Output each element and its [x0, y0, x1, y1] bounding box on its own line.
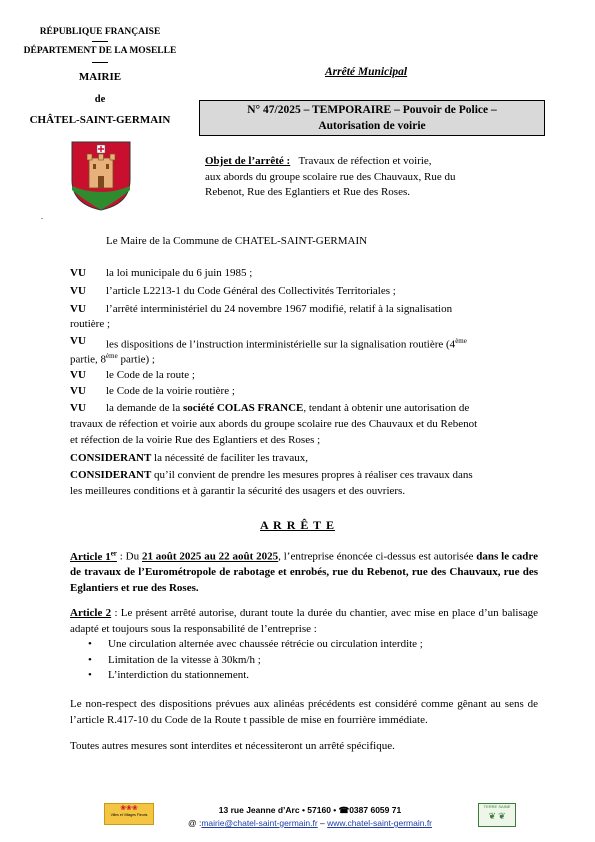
terre-saine-logo	[478, 803, 516, 827]
terre-saine-text: TERRE SAINE	[483, 804, 511, 809]
paragraph-fourriere: Le non-respect des dispositions prévues aux alinéas précédents est considéré comme gênant au sens de l’article R.417-10 du Code de la Route t passible de mise en fourrière immédiate.	[70, 698, 538, 726]
article-2-text: : Le présent arrêté autorise, durant toute la durée du chantier, avec mise en place d’un balisage adapté et toujours sous la responsabilité de l’entreprise :	[70, 607, 538, 635]
objet-line3: Rebenot, Rue des Eglantiers et Rue des Roses.	[205, 186, 410, 198]
vu-item-4-cont	[70, 349, 155, 368]
considerant-label: CONSIDERANT	[70, 452, 152, 464]
doc-type-title: Arrêté Municipal	[325, 66, 408, 78]
vu-label: VU	[70, 285, 86, 297]
list-item: • Une circulation alternée avec chaussée rétrécie ou circulation interdite ;	[88, 637, 423, 653]
vu-label: VU	[70, 303, 86, 315]
article-1-label-text: Article 1	[70, 550, 111, 563]
vu-item-3-cont: routière ;	[70, 318, 111, 330]
email-link[interactable]: mairie@chatel-saint-germain.fr	[201, 818, 318, 828]
villes-fleuris-text: Villes et Villages Fleuris	[110, 813, 148, 817]
company-name: société COLAS FRANCE	[182, 402, 304, 414]
vu-item-7-rest: , tendant à obtenir une autorisation de	[303, 402, 470, 414]
vu-item-7	[106, 401, 469, 417]
vu-item-4-text: les dispositions de l’instruction interministérielle sur la signalisation routière (4	[106, 338, 456, 351]
considerant-2-line2: les meilleures conditions et à garantir la sécurité des usagers et des ouvriers.	[70, 485, 406, 497]
objet-label: Objet de l’arrêté :	[205, 155, 291, 167]
article-2-label: Article 2	[70, 607, 112, 619]
objet-line1: Travaux de réfection et voirie,	[298, 155, 432, 167]
website-link[interactable]: www.chatel-saint-germain.fr	[327, 818, 433, 828]
article-1-bold-text: dans le cadre de travaux de l’Eurométropole de rabotage et enrobés, rue du Rebenot, rue des Chauvaux, rue des Eglantiers et rue des Roses.	[70, 550, 538, 594]
paragraph-mesures: Toutes autres mesures sont interdites et nécessiteront un arrêté spécifique.	[70, 740, 395, 752]
superscript: ème	[106, 352, 118, 360]
superscript: ème	[455, 337, 467, 345]
footer-at: @ :	[187, 818, 202, 828]
dot-mark: .	[41, 212, 43, 221]
article-1-dates: 21 août 2025 au 22 août 2025	[141, 550, 279, 563]
vu-item-3: l’arrêté interministériel du 24 novembre 1967 modifié, relatif à la signalisation	[106, 303, 453, 315]
vu-item-4-cont-text: partie, 8	[70, 353, 107, 366]
vu-label: VU	[70, 335, 86, 347]
footer-dash: –	[317, 818, 328, 828]
article-1-label	[70, 551, 117, 563]
superscript: er	[110, 549, 117, 557]
considerant-1	[70, 451, 308, 467]
article-1-sep: : Du	[116, 550, 142, 563]
de-label: de	[94, 94, 106, 105]
mairie-label: MAIRIE	[78, 71, 122, 83]
considerant-label: CONSIDERANT	[70, 469, 152, 481]
vu-item-7-text: la demande de la	[106, 402, 181, 414]
footer-address: 13 rue Jeanne d’Arc • 57160 • ☎0387 6059 71	[218, 805, 402, 815]
objet-block	[205, 154, 456, 201]
departement-label: DÉPARTEMENT DE LA MOSELLE	[23, 46, 177, 56]
vu-item-5: le Code de la route ;	[106, 369, 195, 381]
list-item: • L’interdiction du stationnement.	[88, 668, 423, 684]
arrete-heading	[0, 518, 595, 533]
footer-contact	[150, 818, 470, 828]
vu-label: VU	[70, 385, 86, 397]
vu-item-7-line3: et réfection de la voirie Rue des Eglantiers et des Roses ;	[70, 434, 321, 446]
arrete-number-line1: N° 47/2025 – TEMPORAIRE – Pouvoir de Police –	[247, 104, 497, 116]
divider	[92, 62, 108, 63]
vu-label: VU	[70, 369, 86, 381]
article-2-bullets	[88, 637, 423, 684]
coat-of-arms-logo	[70, 140, 132, 212]
vu-item-4-cont-end: partie) ;	[117, 353, 155, 366]
vu-item-6: le Code de la voirie routière ;	[106, 385, 235, 397]
vu-label: VU	[70, 267, 86, 279]
arrete-heading-text: A R R Ê T E	[260, 518, 335, 532]
arrete-number-line2: Autorisation de voirie	[318, 120, 426, 132]
vu-label: VU	[70, 402, 86, 414]
vu-item-7-line2: travaux de réfection et voirie aux abords du groupe scolaire rue des Chauvaux et du Rebenot	[70, 418, 478, 430]
article-1-text: , l’entreprise énoncée ci-dessus est autorisée	[278, 550, 474, 563]
considerant-1-text: la nécessité de faciliter les travaux,	[151, 452, 308, 464]
article-2	[70, 606, 538, 637]
maire-line: Le Maire de la Commune de CHATEL-SAINT-GERMAIN	[106, 235, 368, 247]
commune-label: CHÂTEL-SAINT-GERMAIN	[29, 114, 171, 126]
article-1	[70, 546, 538, 596]
list-item: • Limitation de la vitesse à 30km/h ;	[88, 653, 423, 669]
vu-item-2: l’article L2213-1 du Code Général des Collectivités Territoriales ;	[106, 285, 396, 297]
divider	[92, 41, 108, 42]
considerant-2	[70, 468, 473, 484]
vu-item-1: la loi municipale du 6 juin 1985 ;	[106, 267, 253, 279]
villes-fleuris-logo	[104, 803, 154, 825]
leaf-icon: ❦ ❦	[488, 811, 506, 821]
republique-label: RÉPUBLIQUE FRANÇAISE	[39, 27, 161, 37]
considerant-2-text: qu’il convient de prendre les mesures propres à réaliser ces travaux dans	[151, 469, 473, 481]
vu-item-4	[106, 334, 467, 353]
flowers-icon: ❀❀❀	[120, 804, 138, 812]
arrete-number-box	[199, 100, 545, 136]
objet-line2: aux abords du groupe scolaire rue des Chauvaux, Rue du	[205, 170, 456, 183]
